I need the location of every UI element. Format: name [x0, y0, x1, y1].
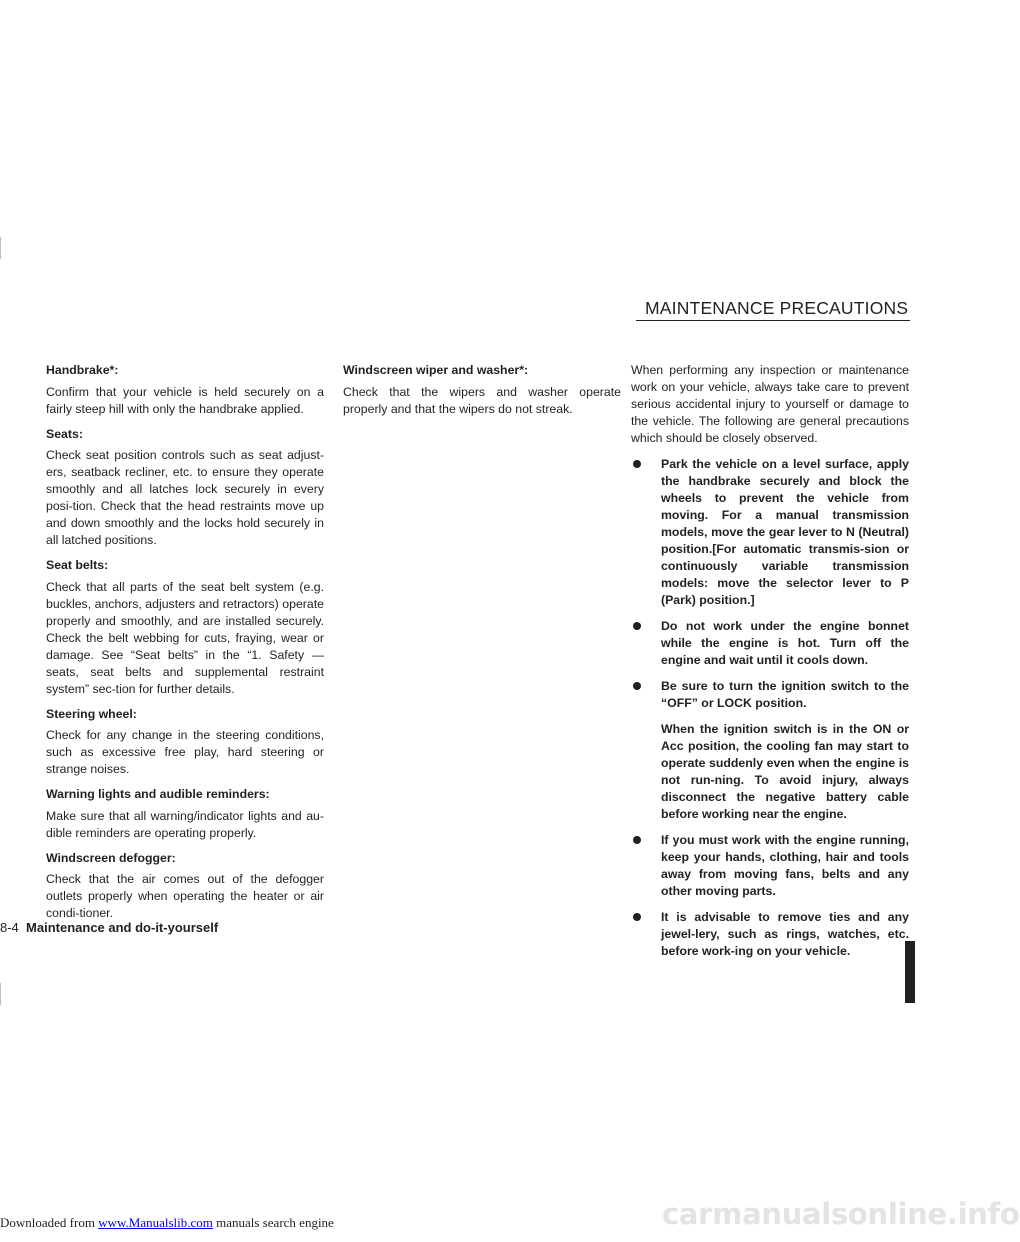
precaution-item — [631, 832, 909, 900]
precaution-text: If you must work with the engine running, keep your hands, clothing, hair and tools away from moving fans, belts and any other moving parts. — [661, 833, 909, 898]
bullet-icon — [633, 836, 641, 844]
handbrake-heading: Handbrake*: — [46, 363, 119, 377]
seats-heading: Seats: — [46, 426, 83, 441]
warning-lights-text: Make sure that all warning/indicator lights and au-dible reminders are operating properly. — [46, 808, 324, 840]
warning-lights-heading: Warning lights and audible reminders: — [46, 787, 270, 801]
precaution-subtext: When the ignition switch is in the ON or Acc position, the cooling fan may start to operate suddenly even when the engine is not run-ning. To avoid injury, always disconnect the negative battery cable before working near the engine. — [661, 722, 909, 821]
precaution-text: It is advisable to remove ties and any jewel-lery, such as rings, watches, etc. before work-ing on your vehicle. — [661, 910, 909, 958]
page-number: 8-4 — [0, 920, 19, 935]
manualslib-link[interactable]: www.Manualslib.com — [98, 1215, 213, 1230]
precaution-item — [631, 456, 909, 609]
windscreen-defogger-text: Check that the air comes out of the defogger outlets properly when operating the heater or air condi-tioner. — [46, 872, 324, 920]
brand-watermark: carmanualsonline.info — [662, 1197, 1020, 1231]
precautions-list — [631, 456, 909, 960]
download-watermark — [0, 1215, 334, 1231]
precaution-text: Do not work under the engine bonnet while the engine is hot. Turn off the engine and wait until it cools down. — [661, 619, 909, 667]
chapter-title: Maintenance and do-it-yourself — [26, 920, 219, 935]
precaution-text: Be sure to turn the ignition switch to the “OFF” or LOCK position. — [661, 679, 909, 710]
wiper-washer-heading: Windscreen wiper and washer*: — [343, 363, 529, 377]
handbrake-text: Confirm that your vehicle is held securely on a fairly steep hill with only the handbrake applied. — [46, 384, 324, 416]
steering-wheel-heading: Steering wheel: — [46, 706, 137, 721]
steering-wheel-text: Check for any change in the steering conditions, such as excessive free play, hard steering or strange noises. — [46, 728, 324, 776]
seat-belts-heading: Seat belts: — [46, 558, 109, 572]
crop-mark — [0, 237, 1, 259]
watermark-suffix: manuals search engine — [212, 1215, 334, 1230]
bullet-icon — [633, 460, 641, 468]
watermark-prefix: Downloaded from — [0, 1215, 99, 1230]
bullet-icon — [633, 913, 641, 921]
bullet-icon — [633, 682, 641, 690]
precaution-item — [631, 618, 909, 669]
title-divider — [636, 320, 910, 321]
thumb-index-tab — [905, 941, 915, 1003]
crop-mark — [0, 983, 1, 1005]
page-footer — [0, 920, 218, 935]
column-left — [46, 362, 324, 930]
precaution-item — [631, 909, 909, 960]
windscreen-defogger-heading: Windscreen defogger: — [46, 850, 176, 865]
column-middle — [343, 362, 621, 426]
seat-belts-text: Check that all parts of the seat belt system (e.g. buckles, anchors, adjusters and retractors) operate properly and smoothly, and are installed securely. Check the belt webbing for cuts, fraying, wear or damage. See “Seat belts” in the “1. Safety — seats, seat belts and supplemental restraint system” sec-tion for further details. — [46, 579, 324, 696]
precautions-intro: When performing any inspection or maintenance work on your vehicle, always take care to prevent serious accidental injury to yourself or damage to the vehicle. The following are general precautions which should be closely observed. — [631, 363, 909, 445]
wiper-washer-text: Check that the wipers and washer operate properly and that the wipers do not streak. — [343, 384, 621, 416]
precaution-text: Park the vehicle on a level surface, apply the handbrake securely and block the wheels to prevent the vehicle from moving. For a manual transmission models, move the gear lever to N (Neutral) position.[For automatic transmis-sion or continuously variable transmission models: move the selector lever to P (Park) position.] — [661, 457, 909, 607]
precaution-item — [631, 678, 909, 823]
column-right — [631, 362, 909, 969]
bullet-icon — [633, 622, 641, 630]
seats-text: Check seat position controls such as seat adjust-ers, seatback recliner, etc. to ensure they operate smoothly and all latches lock securely in every posi-tion. Check that the head restraints move up and down smoothly and the locks hold securely in all latched positions. — [46, 448, 324, 547]
section-title: MAINTENANCE PRECAUTIONS — [645, 298, 909, 318]
